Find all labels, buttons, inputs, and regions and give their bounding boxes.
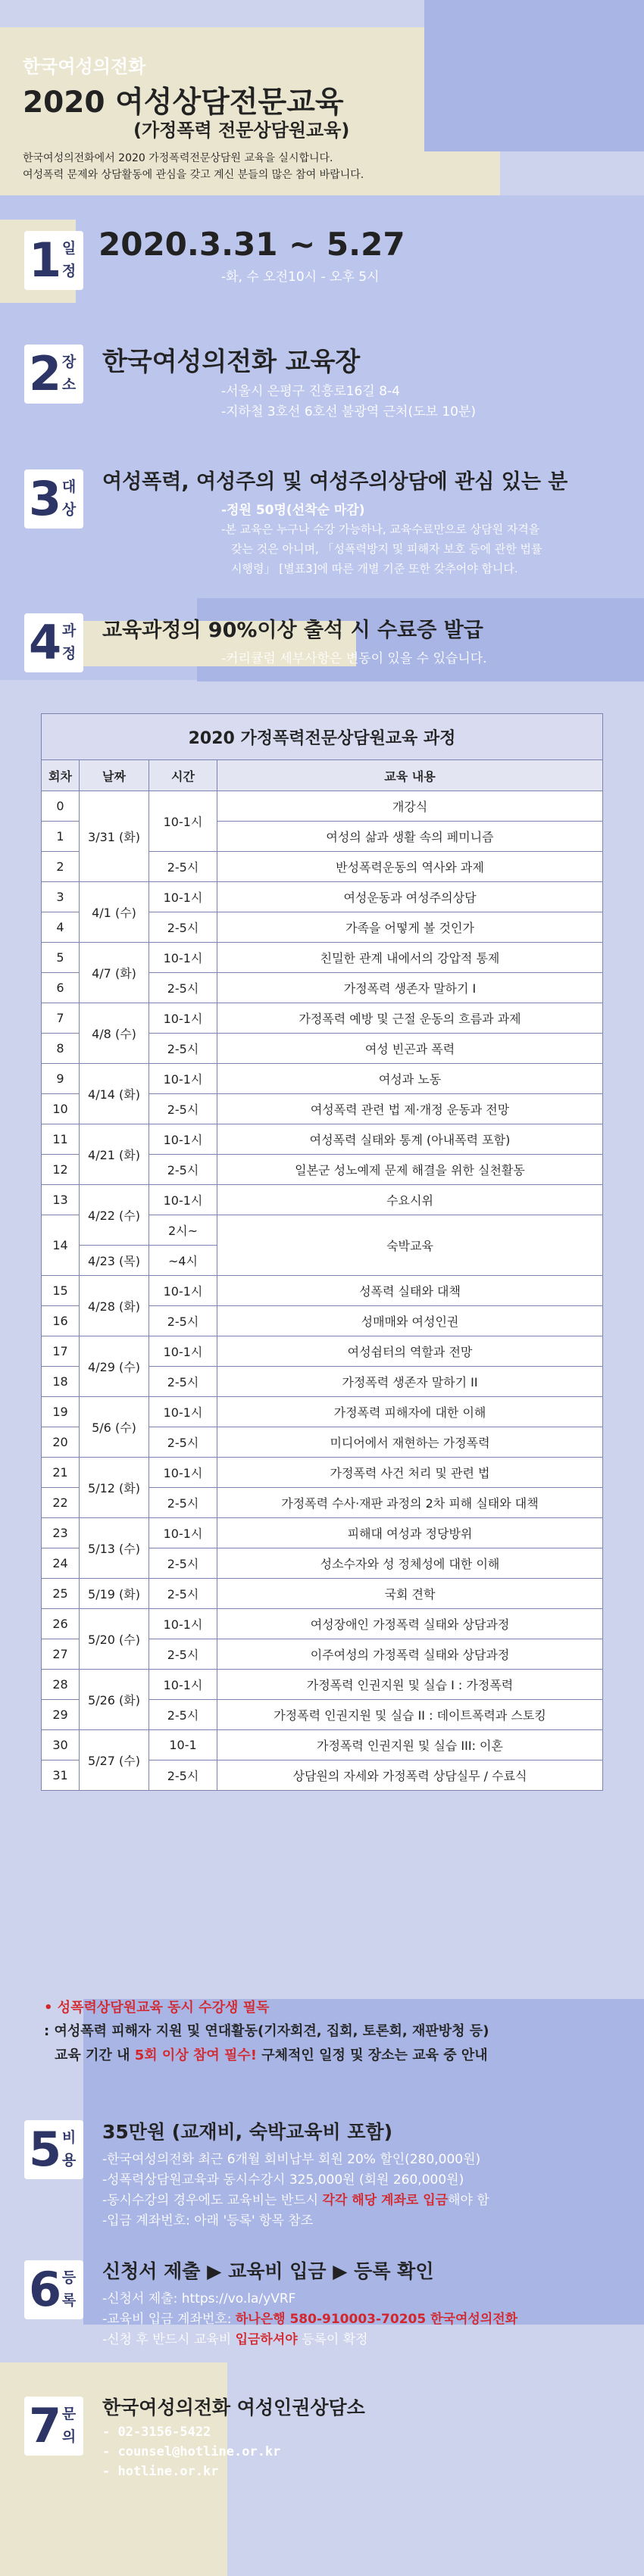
cost-highlight: 각각 해당 계좌로 입금	[322, 2193, 449, 2208]
note-line-1: : 여성폭력 피해자 지원 및 연대활동(기자회견, 집회, 토론회, 재판방청 등)	[44, 2023, 489, 2039]
session-time: 10-1시	[149, 1397, 217, 1427]
course-note: -커리큘럼 세부사항은 변동이 있을 수 있습니다.	[221, 651, 487, 666]
session-number: 31	[42, 1760, 80, 1791]
col-header-date: 날짜	[80, 760, 149, 791]
note-highlight: 5회 이상 참여 필수!	[134, 2047, 257, 2063]
session-time: 2-5시	[149, 1427, 217, 1458]
section-number: 5	[29, 2122, 62, 2177]
session-time: 10-1시	[149, 1609, 217, 1639]
table-row	[42, 1670, 603, 1700]
session-content: 이주여성의 가정폭력 실태와 상담과정	[217, 1639, 603, 1670]
register-text: 등록이 확정	[297, 2332, 368, 2347]
session-number: 2	[42, 852, 80, 882]
location-subway: -지하철 3호선 6호선 불광역 근처(도보 10분)	[221, 404, 477, 419]
session-content: 여성폭력 관련 법 제·개정 운동과 전망	[217, 1094, 603, 1124]
session-number: 28	[42, 1670, 80, 1700]
col-header-session: 회차	[42, 760, 80, 791]
session-number: 27	[42, 1639, 80, 1670]
section-number: 2	[29, 346, 62, 401]
register-line-3	[102, 2331, 368, 2350]
cost-line-3	[102, 2191, 489, 2210]
section-label: 과정	[61, 622, 77, 662]
session-date: 3/31 (화)	[80, 791, 149, 882]
session-content: 가정폭력 수사·재판 과정의 2차 피해 실태와 대책	[217, 1488, 603, 1518]
session-number: 22	[42, 1488, 80, 1518]
cost-title: 35만원 (교재비, 숙박교육비 포함)	[102, 2121, 393, 2143]
session-content: 성소수자와 성 정체성에 대한 이해	[217, 1548, 603, 1579]
note-text: 구체적인 일정 및 장소는 교육 중 안내	[257, 2047, 488, 2063]
col-header-time: 시간	[149, 760, 217, 791]
contact-website: - hotline.or.kr	[102, 2464, 219, 2479]
contact-title: 한국여성의전화 여성인권상담소	[102, 2397, 365, 2419]
session-date: 4/22 (수)	[80, 1185, 149, 1246]
section-6-badge	[24, 2260, 83, 2319]
session-number: 19	[42, 1397, 80, 1427]
session-date: 5/26 (화)	[80, 1670, 149, 1730]
session-content: 가정폭력 사건 처리 및 관련 법	[217, 1458, 603, 1488]
session-time: 10-1시	[149, 943, 217, 973]
table-row	[42, 943, 603, 973]
session-content: 가정폭력 생존자 말하기 II	[217, 1367, 603, 1397]
course-title: 교육과정의 90%이상 출석 시 수료증 발급	[102, 619, 483, 642]
session-time: 10-1시	[149, 1276, 217, 1306]
session-number: 7	[42, 1003, 80, 1034]
session-number: 10	[42, 1094, 80, 1124]
section-number: 3	[29, 471, 62, 526]
target-title: 여성폭력, 여성주의 및 여성주의상담에 관심 있는 분	[102, 470, 568, 494]
session-number: 21	[42, 1458, 80, 1488]
session-time: 2-5시	[149, 973, 217, 1003]
intro-line-2: 여성폭력 문제와 상담활동에 관심을 갖고 계신 분들의 많은 참여 바랍니다.	[23, 169, 364, 181]
session-time: 2-5시	[149, 1639, 217, 1670]
note-line-2	[55, 2044, 488, 2064]
session-time: 10-1시	[149, 882, 217, 912]
session-content: 성폭력 실태와 대책	[217, 1276, 603, 1306]
session-number: 20	[42, 1427, 80, 1458]
session-date: 4/7 (화)	[80, 943, 149, 1003]
session-number: 17	[42, 1336, 80, 1367]
session-content: 가정폭력 피해자에 대한 이해	[217, 1397, 603, 1427]
table-row	[42, 1518, 603, 1548]
session-content: 가정폭력 생존자 말하기 I	[217, 973, 603, 1003]
section-3-badge	[24, 469, 83, 529]
table-row	[42, 791, 603, 822]
cost-line-4: -입금 계좌번호: 아래 '등록' 항목 참조	[102, 2213, 314, 2228]
session-number: 16	[42, 1306, 80, 1336]
session-content: 숙박교육	[217, 1215, 603, 1276]
section-label: 비용	[61, 2129, 77, 2169]
session-content: 여성의 삶과 생활 속의 페미니즘	[217, 822, 603, 852]
session-time: 10-1시	[149, 1670, 217, 1700]
session-content: 여성과 노동	[217, 1064, 603, 1094]
contact-email: - counsel@hotline.or.kr	[102, 2444, 281, 2459]
session-content: 수요시위	[217, 1185, 603, 1215]
table-title: 2020 가정폭력전문상담원교육 과정	[42, 714, 603, 760]
session-time: 10-1시	[149, 1124, 217, 1155]
session-content: 가정폭력 인권지원 및 실습 II : 데이트폭력과 스토킹	[217, 1700, 603, 1730]
section-4-badge	[24, 613, 83, 672]
session-number: 8	[42, 1034, 80, 1064]
register-text: -신청 후 반드시 교육비	[102, 2332, 236, 2347]
table-row	[42, 1579, 603, 1609]
section-5-badge	[24, 2120, 83, 2179]
table-row	[42, 1730, 603, 1760]
session-number: 11	[42, 1124, 80, 1155]
session-content: 일본군 성노예제 문제 해결을 위한 실천활동	[217, 1155, 603, 1185]
course-table	[41, 713, 603, 1791]
register-text: -교육비 입금 계좌번호:	[102, 2312, 236, 2327]
section-number: 6	[29, 2262, 62, 2317]
session-time: 10-1시	[149, 1336, 217, 1367]
session-date: 4/21 (화)	[80, 1124, 149, 1185]
session-number: 24	[42, 1548, 80, 1579]
session-number: 14	[42, 1215, 80, 1276]
session-content: 상담원의 자세와 가정폭력 상담실무 / 수료식	[217, 1760, 603, 1791]
session-content: 여성 빈곤과 폭력	[217, 1034, 603, 1064]
session-number: 6	[42, 973, 80, 1003]
session-time: 10-1시	[149, 1003, 217, 1034]
session-date: 5/12 (화)	[80, 1458, 149, 1518]
session-time: 10-1시	[149, 1518, 217, 1548]
section-label: 일정	[61, 240, 77, 279]
register-line-2	[102, 2310, 517, 2329]
table-row	[42, 1185, 603, 1215]
session-time: 2-5시	[149, 852, 217, 882]
session-time: 2-5시	[149, 1306, 217, 1336]
table-row	[42, 1336, 603, 1367]
table-row	[42, 1064, 603, 1094]
section-1-badge	[24, 231, 83, 290]
table-row	[42, 1276, 603, 1306]
table-row	[42, 1609, 603, 1639]
session-content: 여성폭력 실태와 통계 (아내폭력 포함)	[217, 1124, 603, 1155]
target-capacity: -정원 50명(선착순 마감)	[221, 503, 365, 518]
cost-line-2: -성폭력상담원교육과 동시수강시 325,000원 (회원 260,000원)	[102, 2172, 464, 2188]
session-content: 국회 견학	[217, 1579, 603, 1609]
session-time: 10-1시	[149, 1185, 217, 1215]
col-header-content: 교육 내용	[217, 760, 603, 791]
session-number: 23	[42, 1518, 80, 1548]
note-heading: • 성폭력상담원교육 동시 수강생 필독	[44, 2000, 270, 2016]
note-text: 교육 기간 내	[55, 2047, 135, 2063]
section-label: 등록	[61, 2269, 77, 2309]
session-content: 여성장애인 가정폭력 실태와 상담과정	[217, 1609, 603, 1639]
session-content: 반성폭력운동의 역사와 과제	[217, 852, 603, 882]
session-date: 5/6 (수)	[80, 1397, 149, 1458]
section-2-badge	[24, 345, 83, 404]
intro-line-1: 한국여성의전화에서 2020 가정폭력전문상담원 교육을 실시합니다.	[23, 152, 333, 164]
session-number: 30	[42, 1730, 80, 1760]
session-date: 4/23 (목)	[80, 1246, 149, 1276]
session-number: 25	[42, 1579, 80, 1609]
register-title: 신청서 제출 ▶ 교육비 입금 ▶ 등록 확인	[102, 2260, 434, 2282]
session-number: 4	[42, 912, 80, 943]
location-address: -서울시 은평구 진흥로16길 8-4	[221, 384, 400, 399]
session-number: 26	[42, 1609, 80, 1639]
header-org: 한국여성의전화	[23, 56, 146, 77]
register-line-1: -신청서 제출: https://vo.la/yVRF	[102, 2291, 296, 2306]
cost-text: -동시수강의 경우에도 교육비는 반드시	[102, 2193, 323, 2208]
session-time: 2시~	[149, 1215, 217, 1246]
session-number: 18	[42, 1367, 80, 1397]
table-row	[42, 1124, 603, 1155]
session-time: ~4시	[149, 1246, 217, 1276]
session-content: 가정폭력 예방 및 근절 운동의 흐름과 과제	[217, 1003, 603, 1034]
target-note-1: -본 교육은 누구나 수강 가능하나, 교육수료만으로 상담원 자격을	[221, 522, 540, 536]
session-time: 10-1	[149, 1730, 217, 1760]
session-number: 0	[42, 791, 80, 822]
session-content: 친밀한 관계 내에서의 강압적 통제	[217, 943, 603, 973]
session-time: 10-1시	[149, 1064, 217, 1094]
session-number: 13	[42, 1185, 80, 1215]
section-number: 7	[29, 2398, 62, 2453]
table-row	[42, 1458, 603, 1488]
session-date: 4/8 (수)	[80, 1003, 149, 1064]
register-highlight: 입금하셔야	[235, 2332, 298, 2347]
section-label: 문의	[61, 2406, 77, 2445]
session-date: 5/19 (화)	[80, 1579, 149, 1609]
page-title: 2020 여성상담전문교육	[23, 86, 344, 120]
schedule-title: 2020.3.31 ~ 5.27	[98, 226, 405, 263]
cost-line-1: -한국여성의전화 최근 6개월 회비납부 회원 20% 할인(280,000원)	[102, 2152, 481, 2167]
section-7-badge	[24, 2397, 83, 2456]
table-row	[42, 882, 603, 912]
page-subtitle: (가정폭력 전문상담원교육)	[133, 120, 350, 141]
session-number: 12	[42, 1155, 80, 1185]
session-time: 2-5시	[149, 1094, 217, 1124]
session-time: 2-5시	[149, 1367, 217, 1397]
session-number: 5	[42, 943, 80, 973]
section-label: 대상	[61, 479, 77, 518]
session-time: 2-5시	[149, 1579, 217, 1609]
session-date: 4/28 (화)	[80, 1276, 149, 1336]
bg-blue-top	[424, 0, 644, 151]
session-content: 여성쉼터의 역할과 전망	[217, 1336, 603, 1367]
session-date: 4/1 (수)	[80, 882, 149, 943]
session-date: 5/13 (수)	[80, 1518, 149, 1579]
session-content: 미디어에서 재현하는 가정폭력	[217, 1427, 603, 1458]
session-number: 15	[42, 1276, 80, 1306]
session-date: 5/27 (수)	[80, 1730, 149, 1791]
target-note-2: 갖는 것은 아니며, 「성폭력방지 및 피해자 보호 등에 관한 법률	[231, 542, 542, 556]
session-number: 3	[42, 882, 80, 912]
session-time: 2-5시	[149, 1700, 217, 1730]
session-time: 2-5시	[149, 1034, 217, 1064]
session-time: 2-5시	[149, 1488, 217, 1518]
table-row	[42, 1003, 603, 1034]
location-title: 한국여성의전화 교육장	[102, 347, 361, 377]
session-date: 4/14 (화)	[80, 1064, 149, 1124]
session-time: 10-1시	[149, 1458, 217, 1488]
session-content: 가정폭력 인권지원 및 실습 III: 이혼	[217, 1730, 603, 1760]
session-time: 2-5시	[149, 1155, 217, 1185]
session-number: 9	[42, 1064, 80, 1094]
session-time: 2-5시	[149, 1548, 217, 1579]
session-number: 1	[42, 822, 80, 852]
session-date: 5/20 (수)	[80, 1609, 149, 1670]
session-time: 2-5시	[149, 912, 217, 943]
account-number: 하나은행 580-910003-70205 한국여성의전화	[235, 2312, 518, 2327]
session-content: 피해대 여성과 정당방위	[217, 1518, 603, 1548]
target-note-3: 시행령」 [별표3]에 따른 개별 기준 또한 갖추어야 합니다.	[231, 562, 518, 575]
cost-text: 해야 함	[448, 2193, 489, 2208]
session-time: 10-1시	[149, 791, 217, 852]
session-content: 가정폭력 인권지원 및 실습 I : 가정폭력	[217, 1670, 603, 1700]
section-number: 1	[29, 232, 62, 288]
table-row	[42, 1397, 603, 1427]
section-number: 4	[29, 615, 62, 670]
session-time: 2-5시	[149, 1760, 217, 1791]
session-content: 여성운동과 여성주의상담	[217, 882, 603, 912]
section-label: 장소	[61, 354, 77, 393]
session-content: 성매매와 여성인권	[217, 1306, 603, 1336]
session-number: 29	[42, 1700, 80, 1730]
session-date: 4/29 (수)	[80, 1336, 149, 1397]
session-content: 가족을 어떻게 볼 것인가	[217, 912, 603, 943]
contact-phone: - 02-3156-5422	[102, 2425, 211, 2440]
schedule-time: -화, 수 오전10시 - 오후 5시	[221, 270, 380, 285]
session-content: 개강식	[217, 791, 603, 822]
